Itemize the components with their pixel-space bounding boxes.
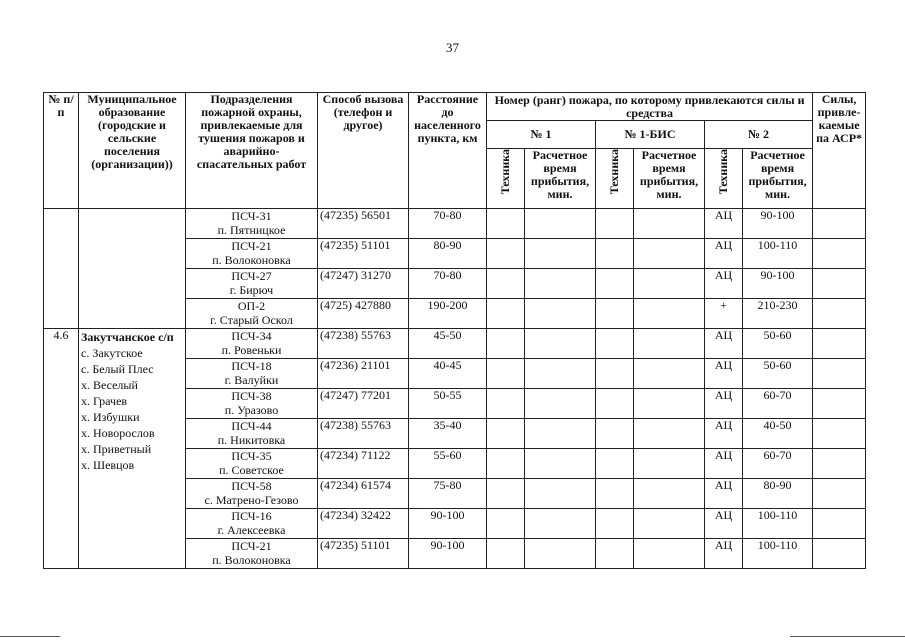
unit-name: ПСЧ-18: [231, 359, 272, 373]
unit-cell: [186, 299, 318, 329]
phone-cell: (47238) 55763: [318, 419, 409, 449]
unit-location: г. Алексеевка: [217, 523, 286, 537]
forces-table: [43, 92, 866, 569]
unit-location: п. Никитовка: [217, 433, 286, 447]
phone-cell: (47235) 51101: [318, 239, 409, 269]
equipment-cell: АЦ: [705, 209, 743, 239]
unit-cell: [186, 479, 318, 509]
phone-cell: (4725) 427880: [318, 299, 409, 329]
arrival-time-cell: 80-90: [743, 479, 813, 509]
header-rank-1bis: № 1-БИС: [596, 121, 705, 149]
distance-cell: 90-100: [409, 509, 487, 539]
unit-cell: [186, 419, 318, 449]
unit-name: ПСЧ-34: [231, 329, 272, 343]
distance-cell: 90-100: [409, 539, 487, 569]
row-num: 4.6: [44, 329, 79, 569]
table-row: [44, 329, 866, 359]
arrival-time-cell: 60-70: [743, 389, 813, 419]
unit-name: ПСЧ-58: [231, 479, 272, 493]
unit-location: п. Уразово: [224, 403, 279, 417]
municipality-title: Закутчанское с/п: [81, 330, 174, 344]
phone-cell: (47247) 31270: [318, 269, 409, 299]
unit-location: п. Советское: [219, 463, 284, 477]
unit-cell: [186, 509, 318, 539]
settlement: х. Избушки: [81, 410, 140, 424]
header-units: Подразделения пожарной охраны, привлекаемые для тушения пожаров и аварийно-спасательных работ: [186, 93, 318, 209]
unit-name: ПСЧ-35: [231, 449, 272, 463]
equipment-cell: +: [705, 299, 743, 329]
unit-cell: [186, 359, 318, 389]
unit-name: ПСЧ-31: [231, 209, 272, 223]
arrival-time-cell: 210-230: [743, 299, 813, 329]
phone-cell: (47236) 21101: [318, 359, 409, 389]
equipment-cell: АЦ: [705, 539, 743, 569]
arrival-time-cell: 90-100: [743, 209, 813, 239]
unit-name: ПСЧ-16: [231, 509, 272, 523]
distance-cell: 80-90: [409, 239, 487, 269]
distance-cell: 55-60: [409, 449, 487, 479]
unit-cell: [186, 329, 318, 359]
unit-location: г. Старый Оскол: [210, 313, 293, 327]
unit-location: п. Пятницкое: [217, 223, 286, 237]
phone-cell: (47234) 32422: [318, 509, 409, 539]
settlement: х. Веселый: [81, 378, 138, 392]
distance-cell: 50-55: [409, 389, 487, 419]
header-fire-rank: Номер (ранг) пожара, по которому привлекаются силы и средства: [487, 93, 813, 121]
header-arrival-time-2: Расчетное время прибытия, мин.: [743, 149, 813, 209]
settlement: с. Белый Плес: [81, 362, 154, 376]
unit-location: п. Ровеньки: [221, 343, 282, 357]
unit-cell: [186, 209, 318, 239]
equipment-cell: АЦ: [705, 419, 743, 449]
arrival-time-cell: 50-60: [743, 359, 813, 389]
unit-cell: [186, 239, 318, 269]
arrival-time-cell: 60-70: [743, 449, 813, 479]
unit-name: ПСЧ-27: [231, 269, 272, 283]
header-equipment-1: Техника: [487, 149, 525, 209]
header-rank-2: № 2: [705, 121, 813, 149]
header-arrival-time-1bis: Расчетное время прибытия, мин.: [634, 149, 705, 209]
header-municipality: Муниципальное образование (городские и сельские поселения (организации)): [79, 93, 186, 209]
settlement: х. Шевцов: [81, 458, 135, 472]
phone-cell: (47247) 77201: [318, 389, 409, 419]
settlement: х. Новорослов: [81, 426, 155, 440]
unit-name: ПСЧ-21: [231, 539, 272, 553]
phone-cell: (47235) 56501: [318, 209, 409, 239]
header-arrival-time-1: Расчетное время прибытия, мин.: [525, 149, 596, 209]
table-row: [44, 209, 866, 239]
distance-cell: 70-80: [409, 269, 487, 299]
unit-cell: [186, 389, 318, 419]
distance-cell: 35-40: [409, 419, 487, 449]
distance-cell: 190-200: [409, 299, 487, 329]
equipment-cell: АЦ: [705, 329, 743, 359]
equipment-cell: АЦ: [705, 479, 743, 509]
settlement: х. Грачев: [81, 394, 128, 408]
scan-edge-line: [790, 636, 905, 637]
equipment-cell: АЦ: [705, 449, 743, 479]
unit-cell: [186, 449, 318, 479]
settlement: с. Закутское: [81, 346, 143, 360]
arrival-time-cell: 100-110: [743, 539, 813, 569]
header-asr: Силы, привле-каемые па АСР*: [813, 93, 866, 209]
phone-cell: (47235) 51101: [318, 539, 409, 569]
phone-cell: (47234) 71122: [318, 449, 409, 479]
phone-cell: (47238) 55763: [318, 329, 409, 359]
page-number: 37: [446, 40, 459, 55]
header-equipment-1bis: Техника: [596, 149, 634, 209]
unit-location: с. Матрено-Гезово: [204, 493, 299, 507]
unit-name: ПСЧ-44: [231, 419, 272, 433]
equipment-cell: АЦ: [705, 389, 743, 419]
header-distance: Расстояние до населенного пункта, км: [409, 93, 487, 209]
equipment-cell: АЦ: [705, 239, 743, 269]
arrival-time-cell: 90-100: [743, 269, 813, 299]
row-num: [44, 209, 79, 329]
unit-location: п. Волоконовка: [212, 253, 291, 267]
municipality-cell: [79, 329, 186, 569]
unit-cell: [186, 539, 318, 569]
header-call-method: Способ вызова (телефон и другое): [318, 93, 409, 209]
arrival-time-cell: 100-110: [743, 509, 813, 539]
arrival-time-cell: 40-50: [743, 419, 813, 449]
arrival-time-cell: 100-110: [743, 239, 813, 269]
unit-name: ПСЧ-21: [231, 239, 272, 253]
equipment-cell: АЦ: [705, 359, 743, 389]
header-num: № п/п: [44, 93, 79, 209]
unit-name: ОП-2: [237, 299, 266, 313]
unit-location: г. Валуйки: [224, 373, 279, 387]
equipment-cell: АЦ: [705, 509, 743, 539]
scan-edge-line: [0, 636, 60, 637]
settlement: х. Приветный: [81, 442, 152, 456]
header-equipment-2: Техника: [705, 149, 743, 209]
phone-cell: (47234) 61574: [318, 479, 409, 509]
header-rank-1: № 1: [487, 121, 596, 149]
distance-cell: 70-80: [409, 209, 487, 239]
unit-location: п. Волоконовка: [212, 553, 291, 567]
distance-cell: 40-45: [409, 359, 487, 389]
arrival-time-cell: 50-60: [743, 329, 813, 359]
unit-name: ПСЧ-38: [231, 389, 272, 403]
unit-cell: [186, 269, 318, 299]
distance-cell: 45-50: [409, 329, 487, 359]
equipment-cell: АЦ: [705, 269, 743, 299]
unit-location: г. Бирюч: [229, 283, 274, 297]
distance-cell: 75-80: [409, 479, 487, 509]
municipality-cell: [79, 209, 186, 329]
